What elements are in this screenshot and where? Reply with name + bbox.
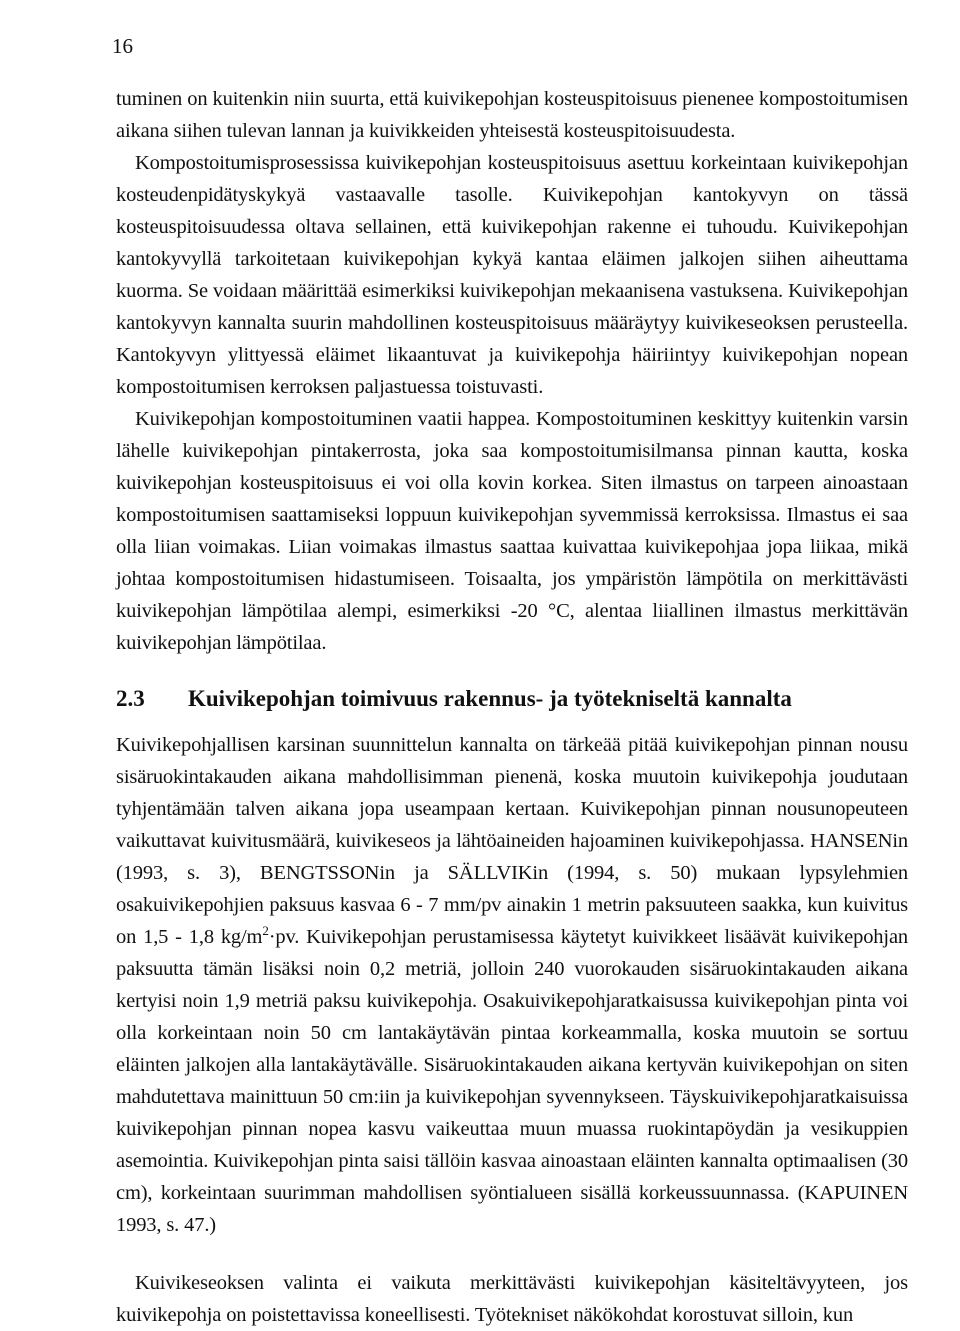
paragraph-moisture-bearing-capacity: Kompostoitumisprosessissa kuivikepohjan kosteuspitoisuus asettuu korkeintaan kuivikepohjan kosteudenpidätyskykyä vastaavalle tasolle. Kuivikepohjan kantokyvyn on tässä kosteuspitoisuudessa oltava sellainen, että kuivikepohjan rakenne ei tuhoudu. Kuivikepohjan kantokyvyllä tarkoitetaan kuivikepohjan kykyä kantaa eläimen jalkojen siihen aiheuttama kuorma. Se voidaan määrittää esimerkiksi kuivikepohjan mekaanisena vastuksena. Kuivikepohjan kantokyvyn kannalta suurin mahdollinen kosteuspitoisuus määräytyy kuivikeseoksen perusteella. Kantokyvyn ylittyessä eläimet likaantuvat ja kuivikepohja häiriintyy kuivikepohjan nopean kompostoitumisen kerroksen paljastuessa toistuvasti. <box>116 152 908 398</box>
page-number: 16 <box>112 34 133 58</box>
paragraph-bedding-growth <box>116 729 908 1241</box>
paragraph-bedding-handling: Kuivikeseoksen valinta ei vaikuta merkittävästi kuivikepohjan käsiteltävyyteen, jos kuivikepohja on poistettavissa koneellisesti. Työtekniset näkökohdat korostuvat silloin, kun <box>116 1272 908 1326</box>
paragraph-bedding-growth-part1: Kuivikepohjallisen karsinan suunnittelun kannalta on tärkeää pitää kuivikepohjan pinnan nousu sisäruokintakauden aikana mahdollisimman pienenä, koska muutoin kuivikepohja joudutaan tyhjentämään talven aikana jopa useampaan kertaan. Kuivikepohjan pinnan nousunopeuteen vaikuttavat kuivitusmäärä, kuivikeseos ja lähtöaineiden hajoaminen kuivikepohjassa. HANSENin (1993, s. 3), BENGTSSONin ja SÄLLVIKin (1994, s. 50) mukaan lypsylehmien osakuivikepohjien paksuus kasvaa 6 - 7 mm/pv ainakin 1 metrin paksuuteen saakka, kun kuivitus on 1,5 - 1,8 kg/m <box>116 734 908 948</box>
section-heading <box>116 682 908 716</box>
superscript-two: 2 <box>262 923 269 939</box>
section-number: 2.3 <box>116 686 145 711</box>
paragraph-continuation: tuminen on kuitenkin niin suurta, että kuivikepohjan kosteuspitoisuus pienenee kompostoitumisen aikana siihen tulevan lannan ja kuivikkeiden yhteisestä kosteuspitoisuudesta. <box>116 88 908 142</box>
section-title: Kuivikepohjan toimivuus rakennus- ja työtekniseltä kannalta <box>188 686 792 711</box>
paragraph-bedding-growth-part2: ·pv. Kuivikepohjan perustamisessa käytetyt kuivikkeet lisäävät kuivikepohjan paksuutta tämän lisäksi noin 0,2 metriä, jolloin 240 vuorokauden sisäruokintakauden aikana kertyisi noin 1,9 metriä paksu kuivikepohja. Osakuivikepohjaratkaisussa kuivikepohjan pinta voi olla korkeintaan noin 50 cm lantakäytävän pintaa korkeammalla, koska muutoin se sortuu eläinten jalkojen alla lantakäytävälle. Sisäruokintakauden aikana kertyvän kuivikepohjan on siten mahdutettava mainittuun 50 cm:iin ja kuivikepohjan syvennykseen. Täyskuivikepohjaratkaisuissa kuivikepohjan pinnan nopea kasvu vaikeuttaa muun muassa ruokintapöydän ja vesikuppien asemointia. Kuivikepohjan pinta saisi tällöin kasvaa ainoastaan eläinten kannalta optimaalisen (30 cm), korkeintaan suurimman mahdollisen syöntialueen sisällä korkeussuunnassa. (KAPUINEN 1993, s. 47.) <box>116 926 908 1236</box>
paragraph-composting-aeration: Kuivikepohjan kompostoituminen vaatii happea. Kompostoituminen keskittyy kuitenkin varsin lähelle kuivikepohjan pintakerrosta, joka saa kompostoitumisilmansa pinnan kautta, koska kuivikepohjan kosteuspitoisuus ei voi olla kovin korkea. Siten ilmastus on tarpeen ainoastaan kompostoitumisen saattamiseksi loppuun kuivikepohjan syvemmissä kerroksissa. Ilmastus ei saa olla liian voimakas. Liian voimakas ilmastus saattaa kuivattaa kuivikepohjaa jopa liikaa, mikä johtaa kompostoitumisen hidastumiseen. Toisaalta, jos ympäristön lämpötila on merkittävästi kuivikepohjan lämpötilaa alempi, esimerkiksi -20 °C, alentaa liiallinen ilmastus merkittävän kuivikepohjan lämpötilaa. <box>116 408 908 654</box>
